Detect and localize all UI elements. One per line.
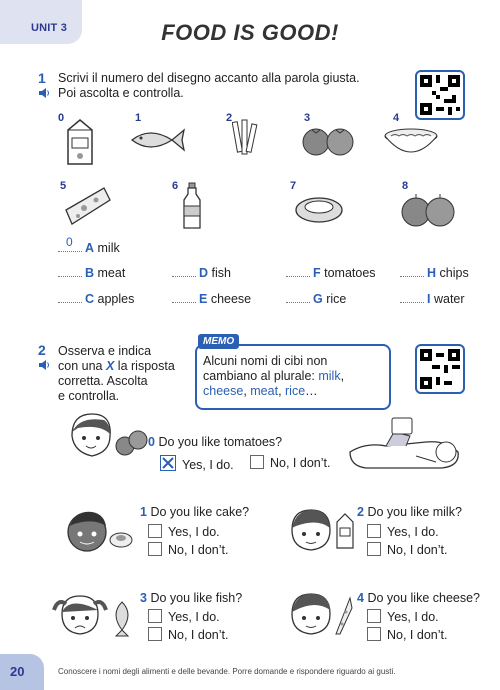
question-2: 2 Do you like milk? [357, 505, 462, 519]
answer-blank[interactable] [400, 292, 424, 303]
milk-carton-icon [64, 118, 96, 166]
picture-number: 5 [60, 180, 67, 192]
checkbox[interactable] [148, 627, 162, 641]
picture-number: 4 [393, 112, 400, 124]
girl-face-icon [288, 506, 334, 554]
checkbox[interactable] [250, 455, 264, 469]
answer-yes-0: Yes, I do. [160, 455, 234, 472]
question-4: 4 Do you like cheese? [357, 591, 481, 605]
answer-blank[interactable] [400, 266, 424, 277]
checkbox[interactable] [148, 542, 162, 556]
checkbox[interactable] [367, 609, 381, 623]
option-g: G rice [286, 292, 346, 306]
answer-blank[interactable] [286, 292, 310, 303]
answer-no-4: No, I don’t. [367, 627, 447, 642]
picture-number: 3 [304, 112, 311, 124]
exercise-1-number: 1 [38, 70, 46, 86]
picture-number: 6 [172, 180, 179, 192]
exercise-2-instruction: Osserva e indica con una X la risposta corretta. Ascolta e controlla. [58, 344, 175, 403]
question-3: 3 Do you like fish? [140, 591, 243, 605]
meat-icon [294, 194, 344, 224]
option-b: B meat [58, 266, 125, 280]
checkbox-checked[interactable] [160, 455, 176, 471]
picture-number: 8 [402, 180, 409, 192]
apples-icon [400, 192, 458, 228]
picture-number: 1 [135, 112, 142, 124]
answer-yes-2: Yes, I do. [367, 524, 439, 539]
answer-yes-4: Yes, I do. [367, 609, 439, 624]
memo-tag: MEMO [198, 334, 239, 349]
milk-carton-icon [334, 512, 356, 550]
tomatoes-icon [114, 428, 148, 458]
tomatoes-icon [300, 126, 356, 156]
exercise-1-instruction: Scrivi il numero del disegno accanto alla parola giusta. [58, 71, 360, 85]
option-e: E cheese [172, 292, 251, 306]
answer-blank[interactable]: 0 [58, 241, 82, 252]
boy-face-icon [64, 508, 110, 554]
checkbox[interactable] [367, 524, 381, 538]
option-a: 0 A milk [58, 241, 120, 255]
answer-yes-3: Yes, I do. [148, 609, 220, 624]
question-0: 0 Do you like tomatoes? [148, 435, 283, 449]
checkbox[interactable] [367, 542, 381, 556]
option-c: C apples [58, 292, 134, 306]
memo-text: Alcuni nomi di cibi non cambiano al plurale: milk, cheese, meat, rice… [203, 354, 345, 398]
cheese-icon [332, 596, 354, 636]
unit-label: UNIT 3 [31, 22, 68, 34]
picture-number: 0 [58, 112, 65, 124]
answer-blank[interactable] [172, 292, 196, 303]
answer-no-1: No, I don’t. [148, 542, 228, 557]
answer-blank[interactable] [58, 266, 82, 277]
girl-face-icon [66, 412, 116, 460]
exercise-1-instruction-2: Poi ascolta e controlla. [58, 86, 184, 100]
girl-face-icon [288, 590, 334, 638]
checkbox[interactable] [367, 627, 381, 641]
page-title: FOOD IS GOOD! [161, 20, 339, 45]
girl-face-icon [50, 590, 110, 638]
answer-blank[interactable] [286, 266, 310, 277]
question-1: 1 Do you like cake? [140, 505, 250, 519]
checkbox[interactable] [148, 524, 162, 538]
option-i: I water [400, 292, 465, 306]
qr-code-icon[interactable] [415, 344, 465, 394]
picture-number: 2 [226, 112, 233, 124]
answer-no-2: No, I don’t. [367, 542, 447, 557]
answer-no-0: No, I don’t. [250, 455, 330, 470]
speaker-icon[interactable] [38, 87, 50, 99]
page-number: 20 [10, 664, 25, 679]
answer-blank[interactable] [58, 292, 82, 303]
x-mark-icon [161, 456, 175, 470]
fish-icon [108, 600, 136, 638]
cake-icon [108, 528, 134, 548]
picture-number: 7 [290, 180, 297, 192]
chips-icon [232, 118, 258, 158]
footer-text: Conoscere i nomi degli alimenti e delle bevande. Porre domande e rispondere riguardo ai gusti. [58, 667, 396, 676]
cheese-icon [64, 186, 112, 226]
answer-no-3: No, I don’t. [148, 627, 228, 642]
boy-lying-icon [346, 412, 466, 472]
rice-bowl-icon [383, 128, 439, 156]
option-d: D fish [172, 266, 231, 280]
option-f: F tomatoes [286, 266, 376, 280]
answer-yes-1: Yes, I do. [148, 524, 220, 539]
option-h: H chips [400, 266, 469, 280]
qr-code-icon[interactable] [415, 70, 465, 120]
water-bottle-icon [182, 182, 202, 230]
speaker-icon[interactable] [38, 359, 50, 371]
exercise-2-number: 2 [38, 342, 46, 358]
answer-blank[interactable] [172, 266, 196, 277]
checkbox[interactable] [148, 609, 162, 623]
fish-icon [128, 126, 186, 154]
